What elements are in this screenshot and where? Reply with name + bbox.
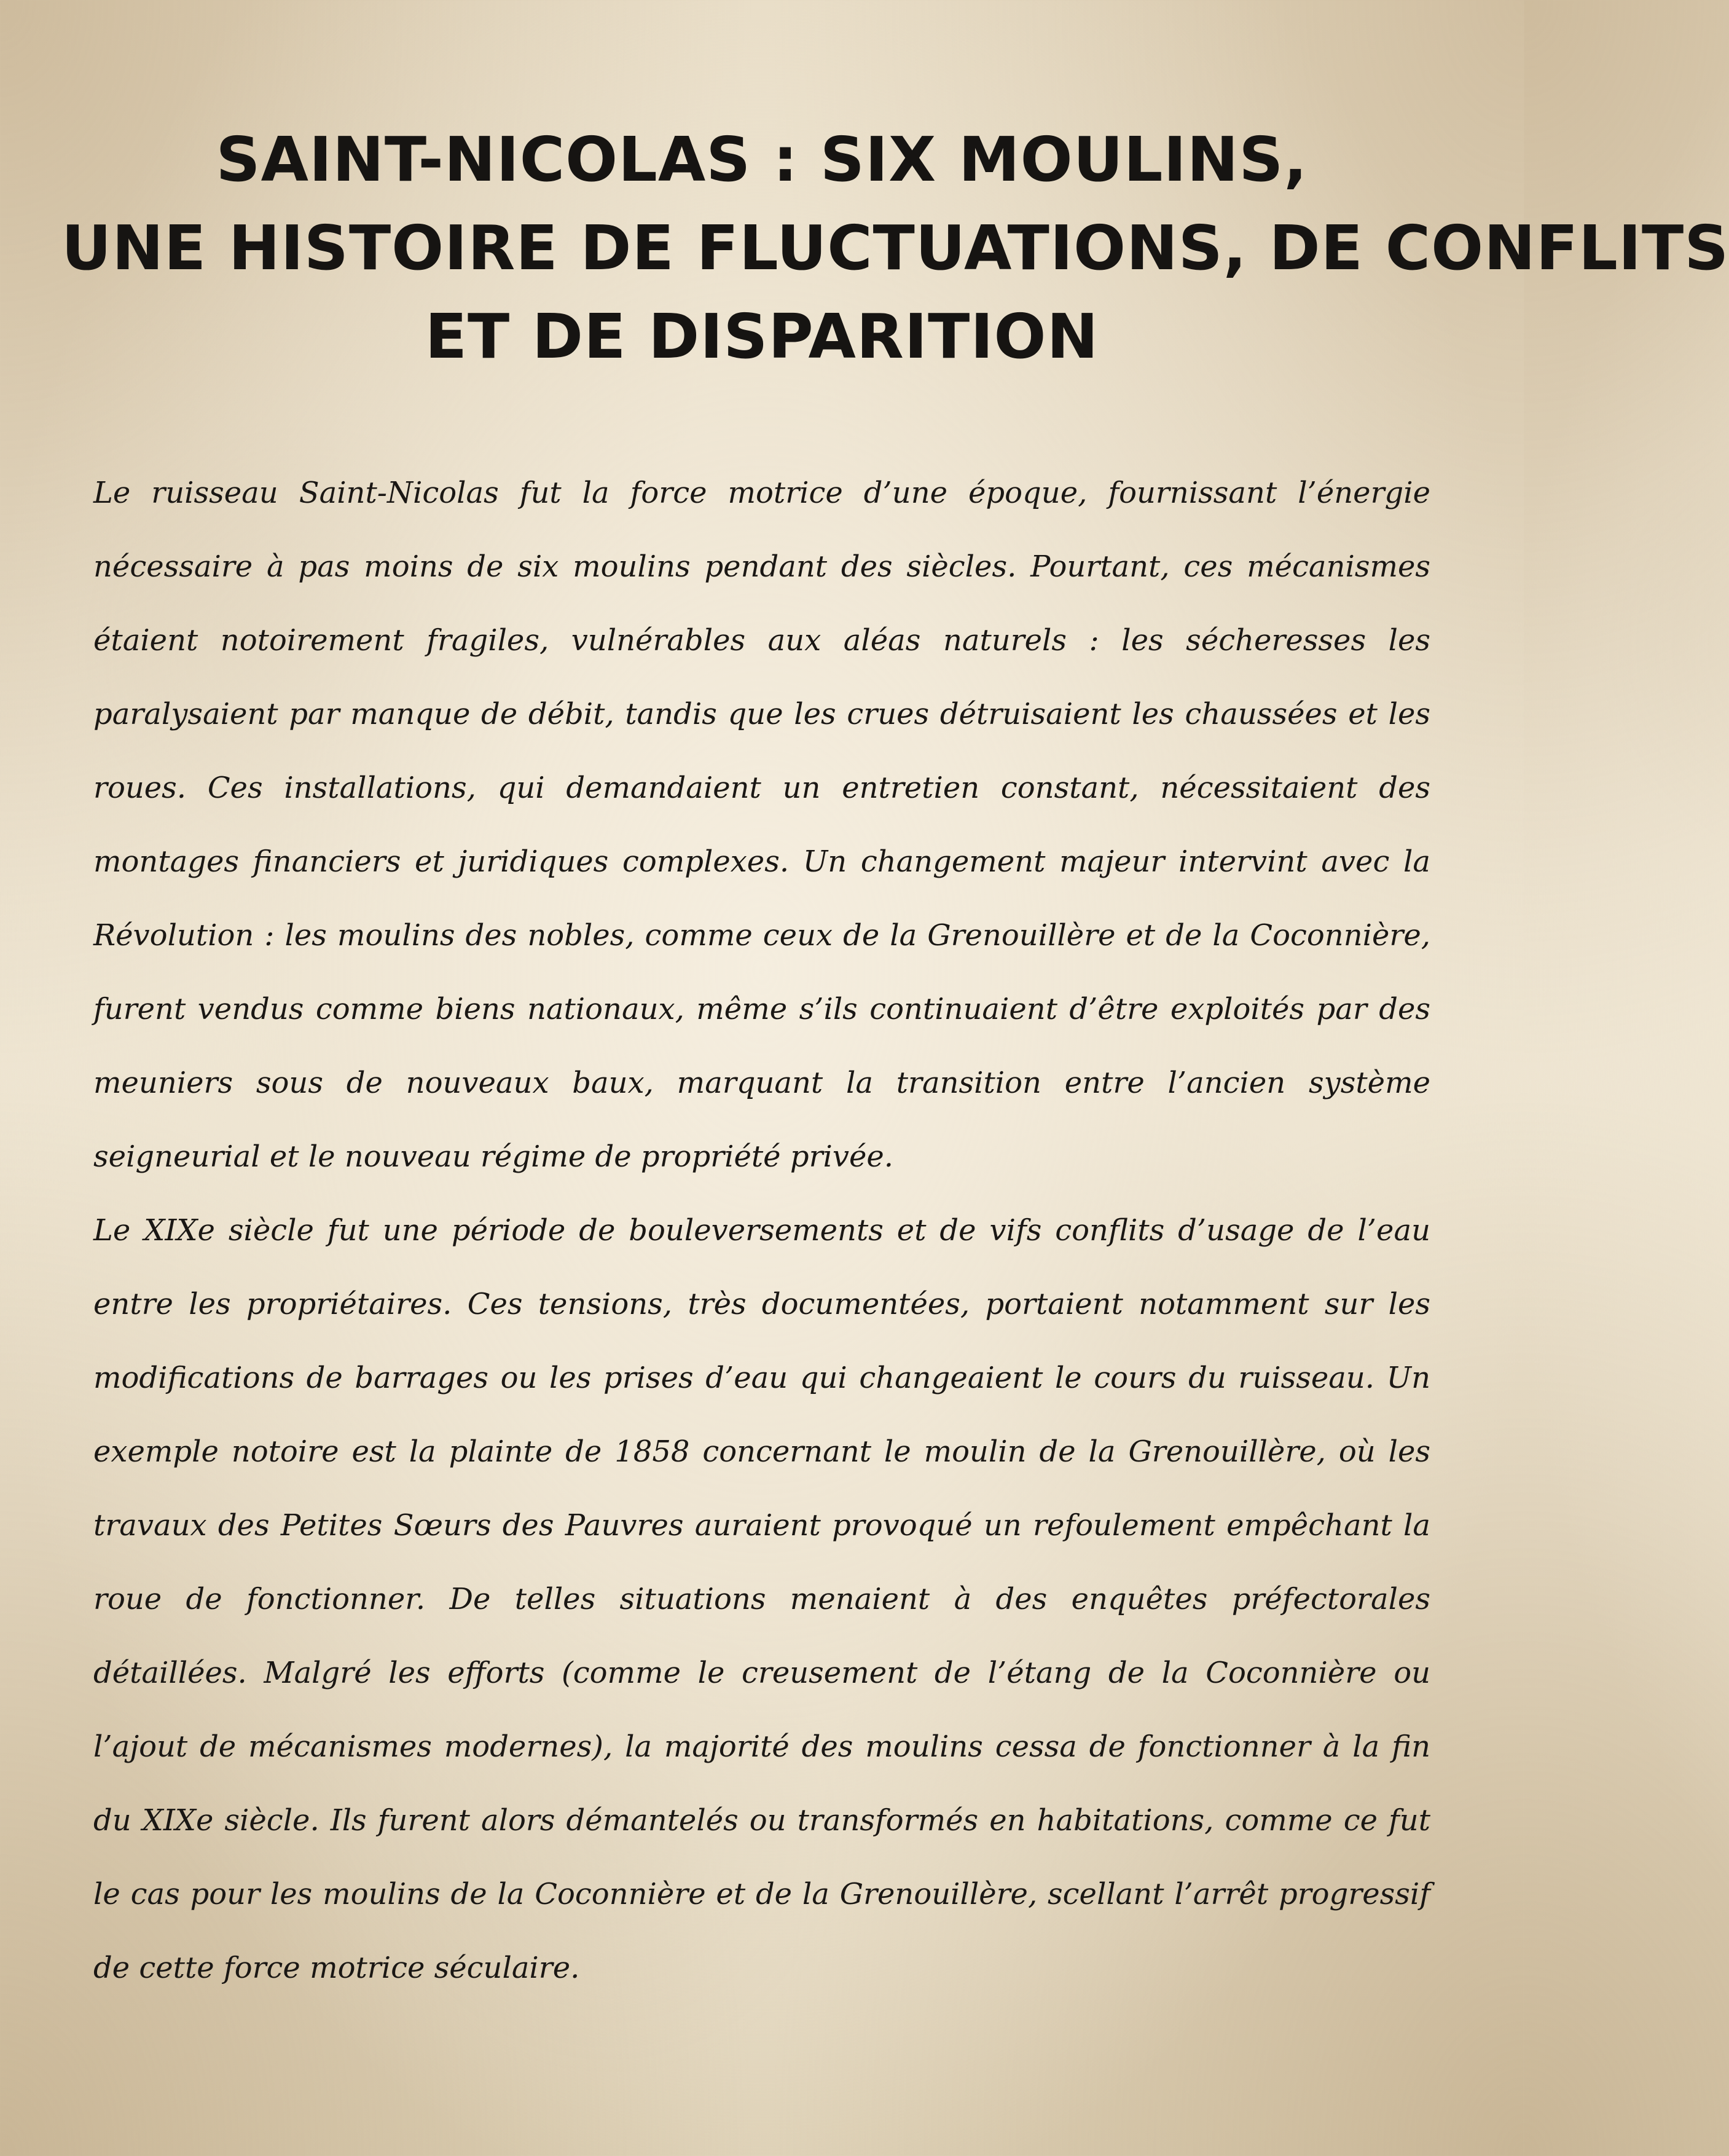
paragraph-revolution: Le ruisseau Saint-Nicolas fut la force motrice d’une époque, fournissant l’énergie nécessaire à pas moins de six moulins pendant des siècles. Pourtant, ces mécanismes étaient notoirement fragiles, vulnérables aux aléas naturels : les sécheresses les paralysaient par manque de débit, tandis que les crues détruisaient les chaussées et les roues. Ces installations, qui demandaient un entretien constant, nécessitaient des montages financiers et juridiques complexes. Un changement majeur intervint avec la Révolution : les moulins des nobles, comme ceux de la Grenouillère et de la Coconnière, furent vendus comme biens nationaux, même s’ils continuaient d’être exploités par des meuniers sous de nouveaux baux, marquant la transition entre l’ancien système seigneurial et le nouveau régime de propriété privée. [93,476,1430,1174]
paragraph-nineteenth-century: Le XIXe siècle fut une période de bouleversements et de vifs conflits d’usage de l’eau entre les propriétaires. Ces tensions, très documentées, portaient notamment sur les modifications de barrages ou les prises d’eau qui changeaient le cours du ruisseau. Un exemple notoire est la plainte de 1858 concernant le moulin de la Grenouillère, où les travaux des Petites Sœurs des Pauvres auraient provoqué un refoulement empêchant la roue de fonctionner. De telles situations menaient à des enquêtes préfectorales détaillées. Malgré les efforts (comme le creusement de l’étang de la Coconnière ou l’ajout de mécanismes modernes), la majorité des moulins cessa de fonctionner à la fin du XIXe siècle. Ils furent alors démantelés ou transformés en habitations, comme ce fut le cas pour les moulins de la Coconnière et de la Grenouillère, scellant l’arrêt progressif de cette force motrice séculaire. [93,1213,1430,1985]
title-line-3: ET DE DISPARITION [425,301,1099,372]
title-line-1: SAINT-NICOLAS : SIX MOULINS, [216,124,1308,195]
title-line-2: UNE HISTOIRE DE FLUCTUATIONS, DE CONFLITS [61,212,1729,284]
page-title [61,116,1729,381]
